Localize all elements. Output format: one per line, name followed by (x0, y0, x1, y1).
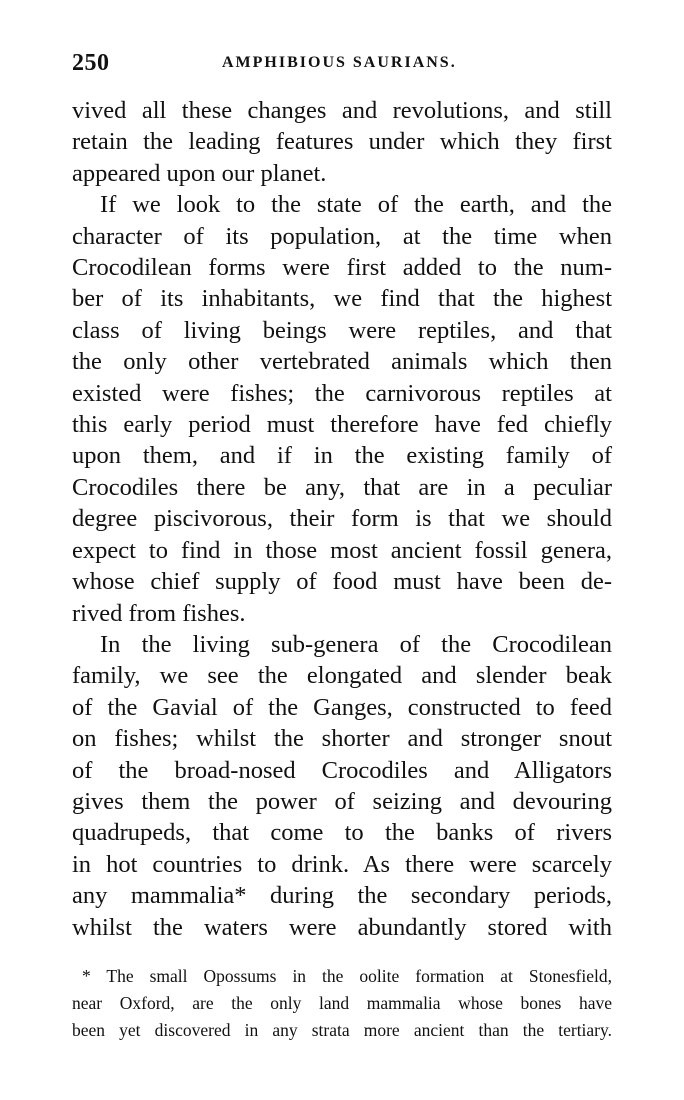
text-line: vived all these changes and revolutions, and still (72, 97, 612, 124)
text-line: If we look to the state of the earth, and the (100, 191, 612, 219)
paragraph (72, 629, 612, 943)
text-line: on fishes; whilst the shorter and stronger snout (72, 725, 612, 753)
text-line: class of living beings were reptiles, and that (72, 316, 612, 344)
text-line: ber of its inhabitants, we find that the highest (72, 285, 612, 313)
footnote-line: near Oxford, are the only land mammalia whose bones have (72, 992, 612, 1013)
text-line: existed were fishes; the carnivorous reptiles at (72, 379, 612, 407)
text-line: gives them the power of seizing and devouring (72, 787, 612, 815)
footnote-line: * The small Opossums in the oolite formation at Stonesfield, (82, 965, 612, 986)
text-line: this early period must therefore have fed chiefly (72, 411, 612, 439)
page-header (72, 40, 612, 80)
text-line: whose chief supply of food must have been de- (72, 568, 612, 596)
paragraph (72, 189, 612, 629)
text-line: of the broad-nosed Crocodiles and Alligators (72, 756, 612, 784)
paragraph (72, 95, 612, 189)
text-line: rived from fishes. (72, 599, 246, 627)
text-line: upon them, and if in the existing family of (72, 442, 612, 470)
text-line: Crocodiles there be any, that are in a peculiar (72, 473, 612, 501)
text-line: appeared upon our planet. (72, 159, 327, 187)
text-line: In the living sub-genera of the Crocodilean (100, 630, 612, 658)
book-page (72, 40, 612, 1044)
text-line: in hot countries to drink. As there were scarcely (72, 850, 612, 878)
text-line: character of its population, at the time when (72, 222, 612, 250)
page-number: 250 (72, 50, 110, 76)
text-line: whilst the waters were abundantly stored with (72, 913, 612, 941)
text-line: the only other vertebrated animals which then (72, 348, 612, 376)
text-line: quadrupeds, that come to the banks of rivers (72, 819, 612, 847)
text-line: Crocodilean forms were first added to the num- (72, 254, 612, 282)
text-line: retain the leading features under which they first (72, 128, 612, 156)
footnote (72, 963, 612, 1044)
text-line: expect to find in those most ancient fossil genera, (72, 536, 612, 564)
text-line: degree piscivorous, their form is that we should (72, 505, 612, 533)
running-head: AMPHIBIOUS SAURIANS. (222, 54, 457, 71)
footnote-line: been yet discovered in any strata more ancient than the tertiary. (72, 1019, 612, 1040)
body-text (72, 95, 612, 943)
text-line: any mammalia* during the secondary periods, (72, 882, 612, 910)
text-line: of the Gavial of the Ganges, constructed to feed (72, 693, 612, 721)
text-line: family, we see the elongated and slender beak (72, 662, 612, 690)
